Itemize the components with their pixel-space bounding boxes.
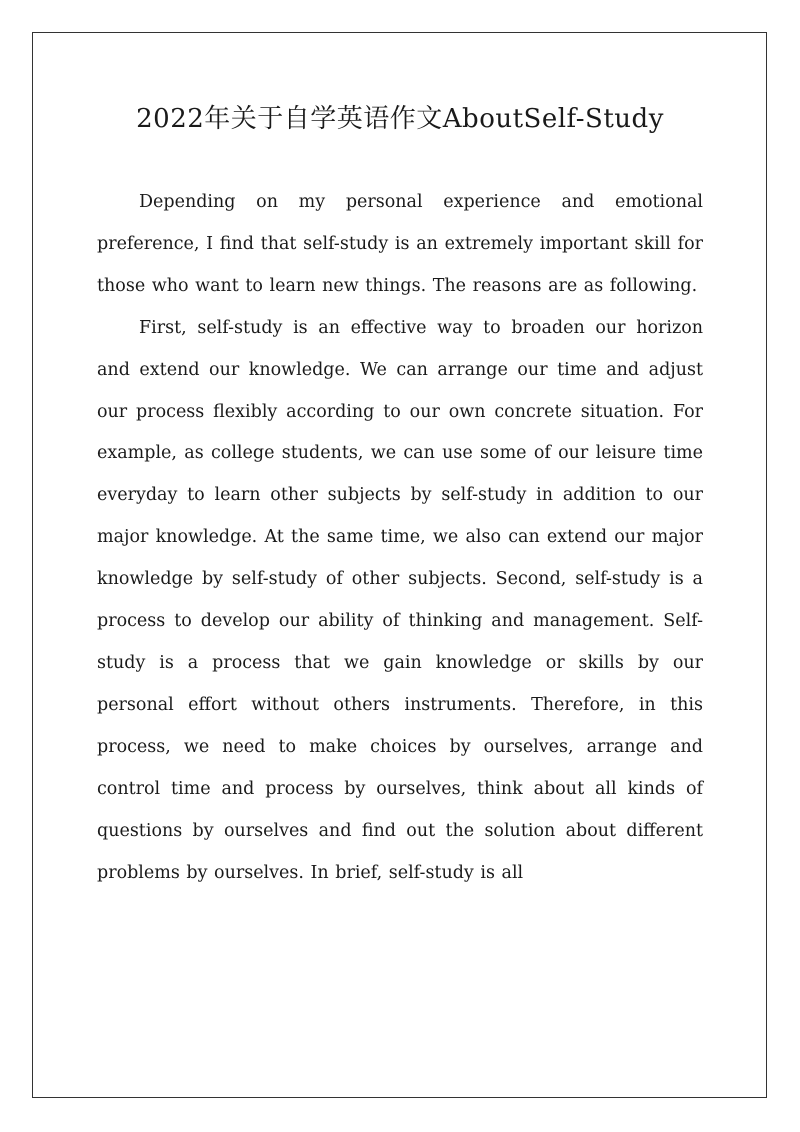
paragraph-reasons: First, self-study is an effective way to broaden our horizon and extend our knowledge. We can arrange our time and adjust our process flexibly according to our own concrete situation. For example, as college students, we can use some of our leisure time everyday to learn other subjects by self-study in addition to our major knowledge. At the same time, we also can extend our major knowledge by self-study of other subjects. Second, self-study is a process to develop our ability of thinking and management. Self-study is a process that we gain knowledge or skills by our personal effort without others instruments. Therefore, in this process, we need to make choices by ourselves, arrange and control time and process by ourselves, think about all kinds of questions by ourselves and find out the solution about different problems by ourselves. In brief, self-study is all — [97, 317, 703, 883]
paragraph-intro: Depending on my personal experience and emotional preference, I find that self-study is an extremely important skill for those who want to learn new things. The reasons are as following. — [97, 192, 703, 296]
document-title: 2022年关于自学英语作文AboutSelf-Study — [136, 104, 664, 134]
document-body — [97, 182, 703, 894]
